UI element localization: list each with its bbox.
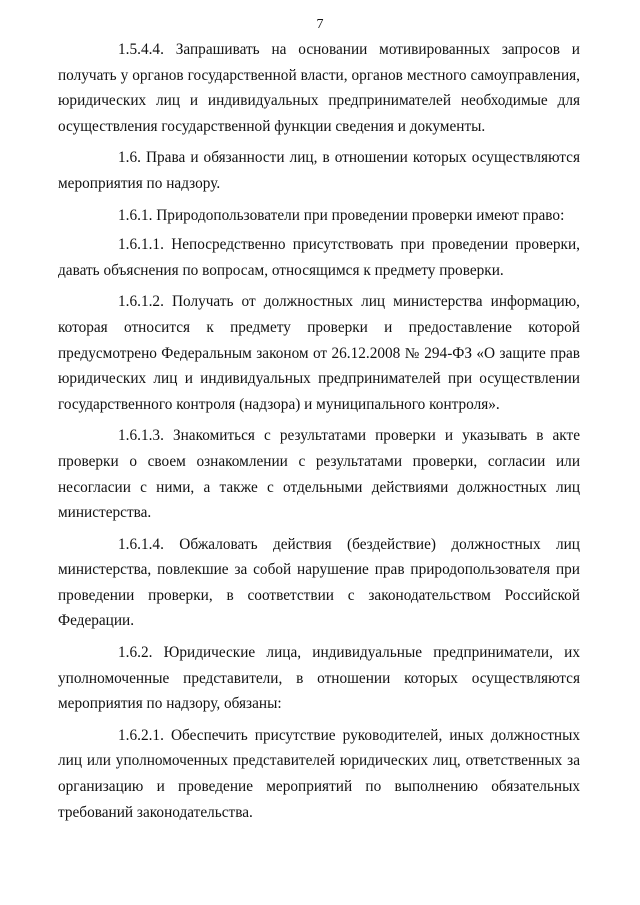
- paragraph-1-6-1-2: 1.6.1.2. Получать от должностных лиц министерства информацию, которая относится к предмету проверки и предоставление которой предусмотрено Федеральным законом от 26.12.2008 № 294-ФЗ «О защите прав юридических лиц и индивидуальных предпринимателей при осуществлении государственного контроля (надзора) и муниципального контроля».: [58, 293, 580, 413]
- paragraph-1-5-4-4: 1.5.4.4. Запрашивать на основании мотивированных запросов и получать у органов государственной власти, органов местного самоуправления, юридических лиц и индивидуальных предпринимателей необходимые для осуществления государственной функции сведения и документы.: [58, 41, 580, 135]
- paragraph-1-6-1-3: 1.6.1.3. Знакомиться с результатами проверки и указывать в акте проверки о своем ознакомлении с результатами проверки, согласии или несогласии с ними, а также с отдельными действиями должностных лиц министерства.: [58, 427, 580, 522]
- paragraph-1-6-1-1: 1.6.1.1. Непосредственно присутствовать при проведении проверки, давать объяснения по вопросам, относящимся к предмету проверки.: [58, 236, 580, 279]
- paragraph-1-6-1: 1.6.1. Природопользователи при проведении проверки имеют право:: [118, 206, 565, 224]
- paragraph-1-6-2-1: 1.6.2.1. Обеспечить присутствие руководителей, иных должностных лиц или уполномоченных представителей юридических лиц, ответственных за организацию и проведение мероприятий по выполнению обязательных требований законодательства.: [58, 726, 580, 821]
- paragraph-1-6-2: 1.6.2. Юридические лица, индивидуальные предприниматели, их уполномоченные представители, в отношении которых осуществляются мероприятия по надзору, обязаны:: [58, 644, 580, 713]
- paragraph-1-6: 1.6. Права и обязанности лиц, в отношении которых осуществляются мероприятия по надзору.: [58, 149, 580, 192]
- paragraph-1-6-1-4: 1.6.1.4. Обжаловать действия (бездействие) должностных лиц министерства, повлекшие за собой нарушение прав природопользователя при проведении проверки, в соответствии с законодательством Российской Федерации.: [58, 535, 580, 630]
- document-body: [58, 37, 580, 831]
- page-number: 7: [316, 17, 324, 32]
